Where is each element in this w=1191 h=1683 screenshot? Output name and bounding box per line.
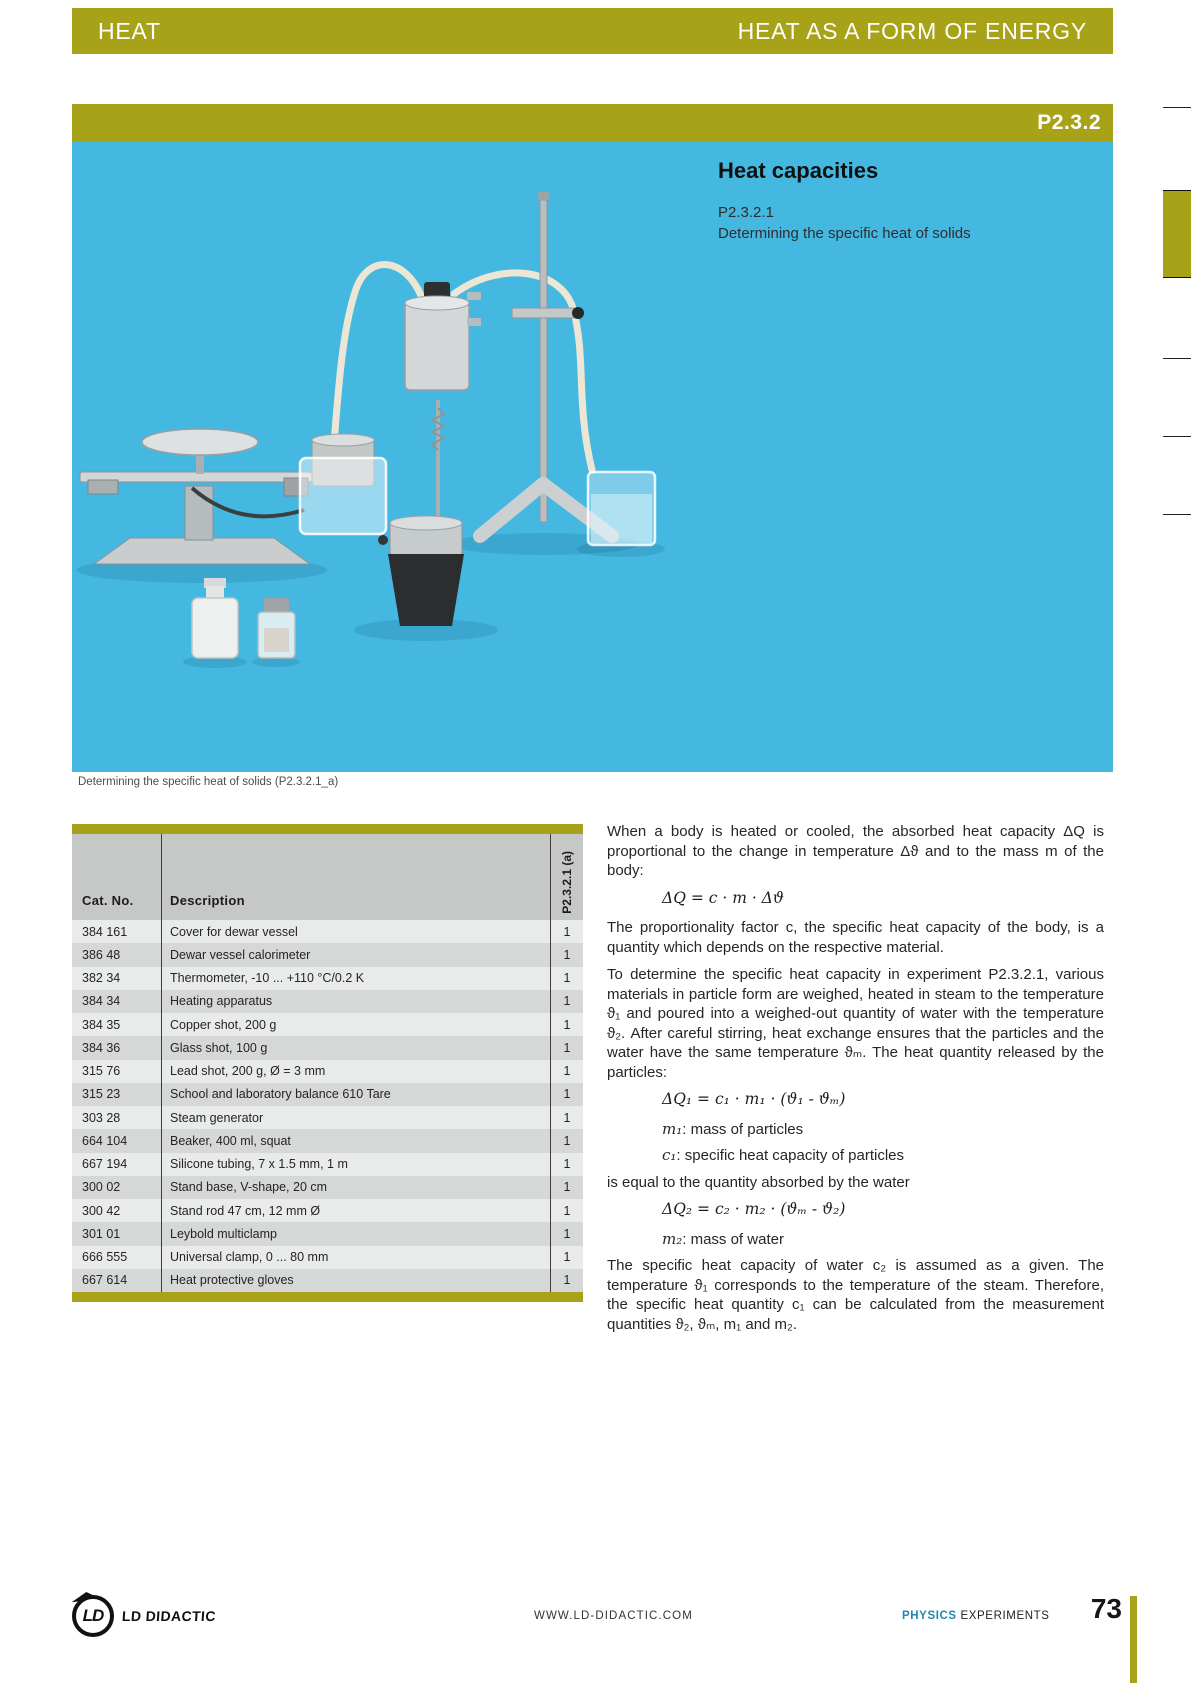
column-header-description: Description <box>161 834 550 920</box>
symbol: m₂ <box>662 1229 683 1248</box>
cell-cat_no: 386 48 <box>82 947 121 962</box>
cell-cat_no: 301 01 <box>82 1226 121 1241</box>
cell-qty: 1 <box>550 1222 583 1245</box>
column-header-experiment <box>550 834 583 920</box>
cell-cat_no: 315 76 <box>82 1064 121 1079</box>
cell-description: Lead shot, 200 g, Ø = 3 mm <box>161 1060 550 1083</box>
cell-description: Heating apparatus <box>161 990 550 1013</box>
cell-description: Copper shot, 200 g <box>161 1013 550 1036</box>
cell-qty: 1 <box>550 920 583 943</box>
equipment-table <box>72 824 583 1302</box>
cell-cat_no: 384 35 <box>82 1017 121 1032</box>
cell-description: Silicone tubing, 7 x 1.5 mm, 1 m <box>161 1153 550 1176</box>
formula-heat-capacity: ΔQ = c · m · Δϑ <box>662 888 784 907</box>
cell-qty: 1 <box>550 1199 583 1222</box>
table-row <box>72 1036 583 1059</box>
stirrer-thermometer <box>432 400 444 524</box>
table-top-rule <box>72 824 583 834</box>
cell-description: Cover for dewar vessel <box>161 920 550 943</box>
crop-mark <box>1163 358 1191 359</box>
cell-cat_no: 384 36 <box>82 1040 121 1055</box>
cell-description: Heat protective gloves <box>161 1269 550 1292</box>
experiment-title: Determining the specific heat of solids <box>718 225 971 242</box>
symbol: m₁ <box>662 1119 683 1138</box>
table-row <box>72 920 583 943</box>
table-row <box>72 1106 583 1129</box>
cell-cat_no: 667 194 <box>82 1157 128 1172</box>
cell-cat_no: 382 34 <box>82 971 121 986</box>
heating-apparatus <box>405 282 481 390</box>
cell-qty: 1 <box>550 967 583 990</box>
brand-experiments: EXPERIMENTS <box>960 1610 1050 1622</box>
table-row <box>72 1083 583 1106</box>
cell-cat_no: 664 104 <box>82 1133 128 1148</box>
formula-heat-released: ΔQ₁ = c₁ · m₁ · (ϑ₁ - ϑₘ) <box>662 1090 846 1108</box>
table-row <box>72 967 583 990</box>
cell-description: Dewar vessel calorimeter <box>161 943 550 966</box>
brand-physics: PHYSICS <box>902 1610 957 1622</box>
section-code: P2.3.2 <box>1037 111 1101 134</box>
table-row <box>72 1060 583 1083</box>
cell-cat_no: 315 23 <box>82 1087 121 1102</box>
formula-heat-absorbed: ΔQ₂ = c₂ · m₂ · (ϑₘ - ϑ₂) <box>662 1200 846 1218</box>
dewar-calorimeter <box>300 434 386 534</box>
crop-mark <box>1163 436 1191 437</box>
cell-cat_no: 667 614 <box>82 1273 128 1288</box>
symbol-meaning: : specific heat capacity of particles <box>676 1147 905 1164</box>
cell-qty: 1 <box>550 1036 583 1059</box>
catalog-brand <box>902 1610 1050 1622</box>
cell-qty: 1 <box>550 1246 583 1269</box>
table-bottom-rule <box>72 1292 583 1302</box>
column-header-cat-no: Cat. No. <box>82 893 134 908</box>
photo-caption: Determining the specific heat of solids (P2.3.2.1_a) <box>78 776 339 788</box>
table-row <box>72 1246 583 1269</box>
crop-mark <box>1163 107 1191 108</box>
beaker <box>588 472 655 545</box>
company-logo <box>72 1592 216 1640</box>
company-name: LD DIDACTIC <box>121 1608 217 1624</box>
table-row <box>72 990 583 1013</box>
cell-qty: 1 <box>550 1129 583 1152</box>
symbol: c₁ <box>662 1146 677 1164</box>
cell-description: Thermometer, -10 ... +110 °C/0.2 K <box>161 967 550 990</box>
symbol-definition <box>662 1120 1104 1140</box>
cell-qty: 1 <box>550 990 583 1013</box>
topic-title: Heat capacities <box>718 158 879 183</box>
ld-logo-icon <box>72 1595 114 1637</box>
paragraph: is equal to the quantity absorbed by the water <box>607 1173 910 1191</box>
table-row <box>72 1153 583 1176</box>
symbol-definition <box>662 1230 1104 1250</box>
table-header-row <box>72 834 583 920</box>
cell-qty: 1 <box>550 1176 583 1199</box>
paragraph: The specific heat capacity of water c₂ is assumed as a given. The temperature ϑ₁ corresponds to the temperature of the steam. Therefore, the specific heat quantity c₁ can be calculated from the measurement quantities ϑ₂, ϑₘ, m₁ and m₂. <box>607 1257 1104 1333</box>
cell-cat_no: 384 161 <box>82 924 128 939</box>
ld-logo-wing-icon <box>72 1592 98 1602</box>
cell-cat_no: 303 28 <box>82 1110 121 1125</box>
page-header-bar <box>72 8 1113 54</box>
cell-qty: 1 <box>550 1083 583 1106</box>
cell-qty: 1 <box>550 1269 583 1292</box>
header-chapter-label: HEAT AS A FORM OF ENERGY <box>737 17 1087 44</box>
website-url: WWW.LD-DIDACTIC.COM <box>534 1610 693 1622</box>
ld-logo-monogram: LD <box>82 1606 104 1625</box>
cell-qty: 1 <box>550 1060 583 1083</box>
paragraph: The proportionality factor c, the specific heat capacity of the body, is a quantity which depends on the respective material. <box>607 919 1104 956</box>
table-row <box>72 1222 583 1245</box>
table-row <box>72 1176 583 1199</box>
header-section-label: HEAT <box>98 17 161 44</box>
footer-accent-bar <box>1130 1596 1137 1683</box>
cell-description: Stand rod 47 cm, 12 mm Ø <box>161 1199 550 1222</box>
cell-cat_no: 300 42 <box>82 1203 121 1218</box>
table-row <box>72 1129 583 1152</box>
cell-description: Steam generator <box>161 1106 550 1129</box>
cell-qty: 1 <box>550 943 583 966</box>
cell-cat_no: 666 555 <box>82 1250 128 1265</box>
cell-qty: 1 <box>550 1106 583 1129</box>
cell-description: Universal clamp, 0 ... 80 mm <box>161 1246 550 1269</box>
sample-bottles <box>192 578 295 658</box>
rotated-experiment-label: P2.3.2.1 (a) <box>560 851 574 914</box>
paragraph: To determine the specific heat capacity in experiment P2.3.2.1, various materials in particle form are weighed, heated in steam to the temperature ϑ₁ and poured into a weighed-out quantity of water with the temperature ϑ₂. After careful stirring, heat exchange ensures that the particles and the water have the same temperature ϑₘ. The heat quantity released by the particles: <box>607 966 1104 1081</box>
section-thumb-tab <box>1163 190 1191 278</box>
experiment-reference <box>718 202 971 244</box>
table-row <box>72 1013 583 1036</box>
cell-qty: 1 <box>550 1153 583 1176</box>
cell-cat_no: 300 02 <box>82 1180 121 1195</box>
symbol-meaning: : mass of particles <box>682 1120 804 1138</box>
cell-cat_no: 384 34 <box>82 994 121 1009</box>
section-code-bar <box>72 104 1113 142</box>
symbol-definition <box>662 1146 1104 1166</box>
cell-qty: 1 <box>550 1013 583 1036</box>
steam-generator <box>378 516 464 626</box>
table-row <box>72 1199 583 1222</box>
table-row <box>72 943 583 966</box>
body-text <box>607 822 1104 1342</box>
table-row <box>72 1269 583 1292</box>
page-number: 73 <box>1090 1593 1122 1624</box>
cell-description: Leybold multiclamp <box>161 1222 550 1245</box>
table-body <box>72 920 583 1292</box>
experiment-photo-panel <box>72 142 1113 772</box>
crop-mark <box>1163 514 1191 515</box>
symbol-meaning: : mass of water <box>682 1230 784 1248</box>
laboratory-balance <box>80 429 312 564</box>
paragraph: When a body is heated or cooled, the absorbed heat capacity ΔQ is proportional to the change in temperature Δϑ and to the mass m of the body: <box>607 823 1104 879</box>
experiment-code: P2.3.2.1 <box>718 204 774 221</box>
cell-description: School and laboratory balance 610 Tare <box>161 1083 550 1106</box>
cell-description: Glass shot, 100 g <box>161 1036 550 1059</box>
cell-description: Beaker, 400 ml, squat <box>161 1129 550 1152</box>
cell-description: Stand base, V-shape, 20 cm <box>161 1176 550 1199</box>
